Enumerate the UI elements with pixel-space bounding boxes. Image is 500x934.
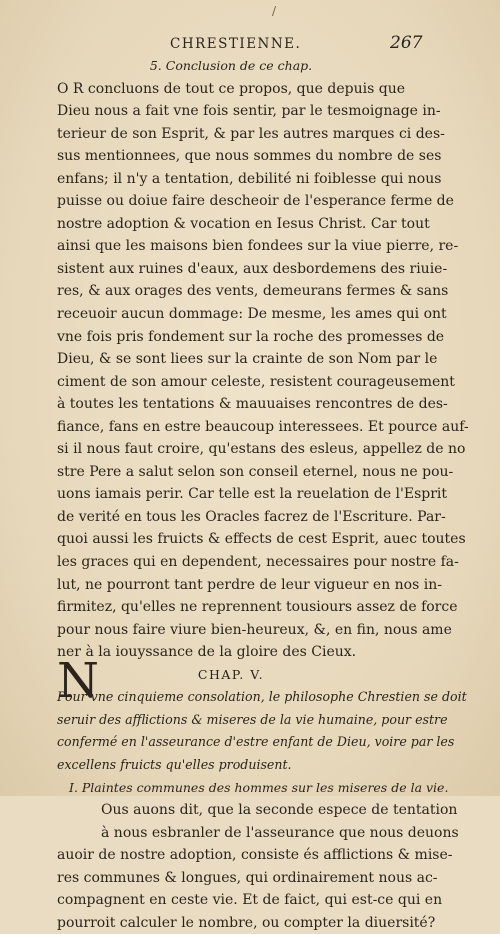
text-line: quoi aussi les fruicts & effects de cest Esprit, auec toutes xyxy=(57,531,466,548)
text-line: nostre adoption & vocation en Iesus Christ. Car tout xyxy=(57,215,430,232)
running-title: CHRESTIENNE. xyxy=(170,36,302,52)
text-line: res communes & longues, qui ordinairement nous ac- xyxy=(57,869,438,886)
text-line: terieur de son Esprit, & par les autres marques ci des- xyxy=(57,125,445,142)
section-heading: I. Plaintes communes des hommes sur les miseres de la vie. xyxy=(69,779,449,795)
text-line: ciment de son amour celeste, resistent courageusement xyxy=(57,373,455,390)
text-line: fiance, fans en estre beaucoup interessees. Et pource auf- xyxy=(57,418,469,435)
text-line: uons iamais perir. Car telle est la reuelation de l'Esprit xyxy=(57,486,448,503)
text-line: à toutes les tentations & mauuaises rencontres de des- xyxy=(57,396,448,413)
text-line: sistent aux ruines d'eaux, aux desbordemens des riuie- xyxy=(57,260,448,277)
section-heading: 5. Conclusion de ce chap. xyxy=(149,58,313,73)
text-line: sus mentionnees, que nous sommes du nombre de ses xyxy=(57,148,442,165)
text-line: ainsi que les maisons bien fondees sur la viue pierre, re- xyxy=(57,238,459,255)
text-line: excellens fruicts qu'elles produisent. xyxy=(57,756,292,772)
drop-cap: N xyxy=(57,653,99,709)
text-line: O R concluons de tout ce propos, que depuis que xyxy=(57,80,405,97)
paragraph-conclusion xyxy=(57,78,469,664)
text-line: pour nous faire viure bien-heureux, &, en fin, nous ame xyxy=(57,621,452,638)
text-line: Dieu, & se sont liees sur la crainte de son Nom par le xyxy=(57,351,438,368)
text-line: vne fois pris fondement sur la roche des promesses de xyxy=(57,328,445,345)
text-line: ner à la iouyssance de la gloire des Cieux. xyxy=(57,644,357,661)
page-header xyxy=(170,33,423,56)
text-line: pourroit calculer le nombre, ou compter la diuersité? xyxy=(57,914,436,931)
text-line: auoir de nostre adoption, consiste és afflictions & mise- xyxy=(57,847,453,864)
text-line: enfans; il n'y a tentation, debilité ni foiblesse qui nous xyxy=(57,170,442,187)
text-line: à nous esbranler de l'asseurance que nous deuons xyxy=(101,824,459,841)
text-line: Dieu nous a fait vne fois sentir, par le tesmoignage in- xyxy=(57,103,441,120)
text-line: confermé en l'asseurance d'estre enfant de Dieu, voire par les xyxy=(57,734,455,750)
text-line: res, & aux orages des vents, demeurans fermes & sans xyxy=(57,283,449,300)
text-line: firmitez, qu'elles ne reprennent tousiours assez de force xyxy=(57,599,458,616)
text-line: les graces qui en dependent, necessaires pour nostre fa- xyxy=(57,554,459,571)
top-mark: / xyxy=(272,4,277,18)
text-line: Ous auons dit, que la seconde espece de tentation xyxy=(101,802,458,819)
page-number: 267 xyxy=(390,33,423,53)
text-line: Pour vne cinquieme consolation, le philosophe Chrestien se doit xyxy=(57,689,467,705)
chapter-title: CHAP. V. xyxy=(197,666,265,682)
text-block xyxy=(57,55,469,934)
text-line: receuoir aucun dommage: De mesme, les ames qui ont xyxy=(57,306,447,323)
text-line: puisse ou doiue faire descheoir de l'esperance ferme de xyxy=(57,193,454,210)
text-line: stre Pere a salut selon son conseil eternel, nous ne pou- xyxy=(57,463,454,480)
text-line: lut, ne pourront tant perdre de leur vigueur en nos in- xyxy=(57,576,442,593)
paragraph-tentation xyxy=(57,822,459,934)
chapter-summary xyxy=(57,686,467,776)
text-line: si il nous faut croire, qu'estans des esleus, appellez de no xyxy=(57,441,466,458)
text-line: de verité en tous les Oracles facrez de l'Escriture. Par- xyxy=(57,508,446,525)
text-line: seruir des afflictions & miseres de la vie humaine, pour estre xyxy=(57,711,448,727)
text-line: compagnent en ceste vie. Et de faict, qui est-ce qui en xyxy=(57,892,443,909)
